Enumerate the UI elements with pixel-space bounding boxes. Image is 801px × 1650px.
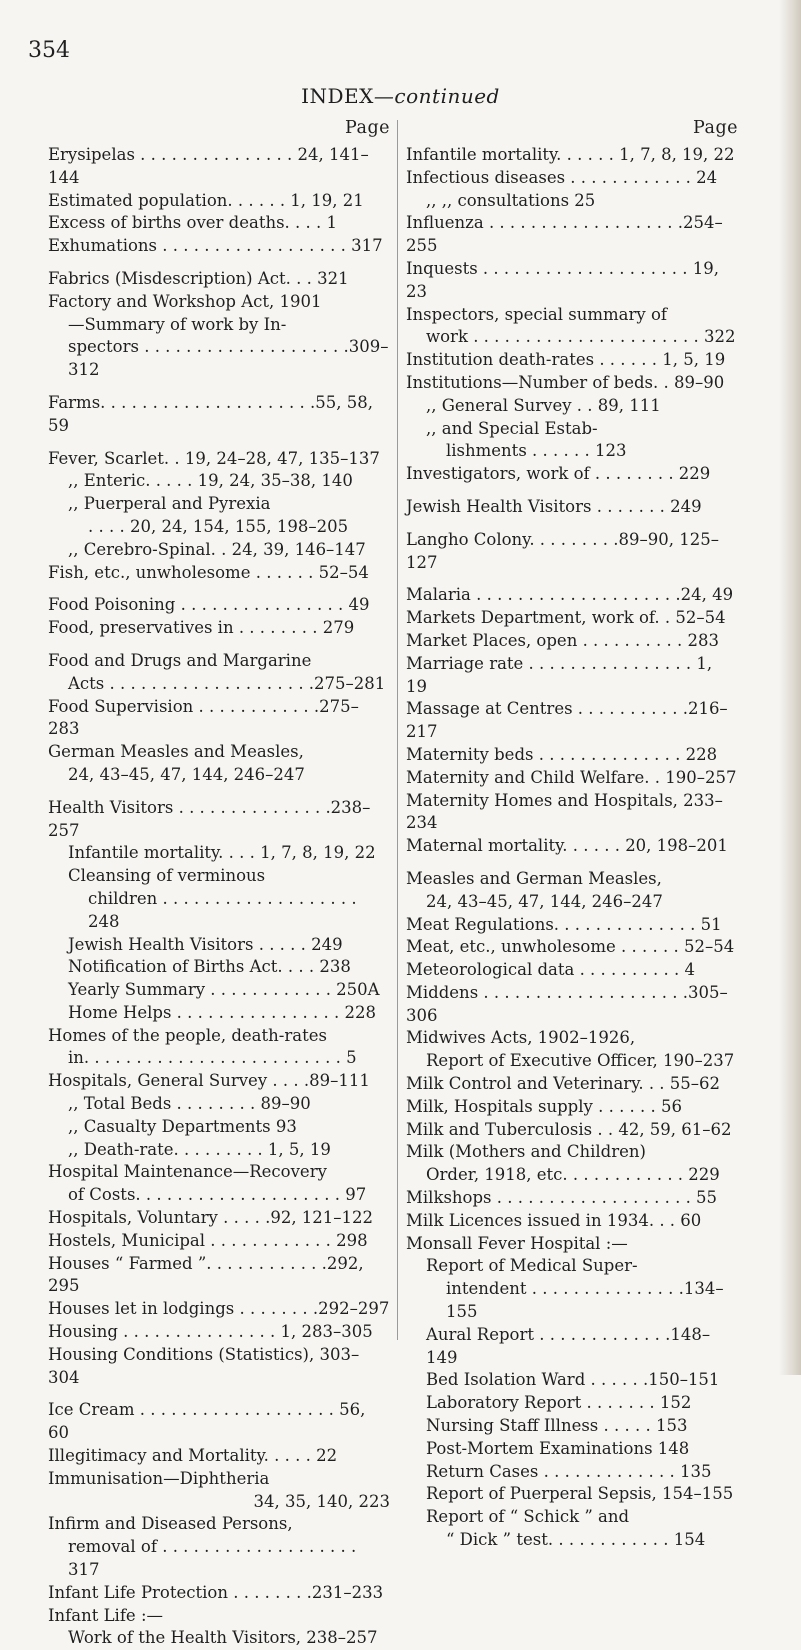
index-entry: Infirm and Diseased Persons, — [48, 1514, 293, 1534]
index-entries-right — [406, 144, 738, 1552]
page-edge-shadow — [779, 0, 801, 1375]
index-entry: removal of . . . . . . . . . . . . . . . . . . . 317 — [68, 1537, 357, 1580]
index-entry: Laboratory Report . . . . . . . 152 — [426, 1393, 692, 1413]
index-entry: Influenza . . . . . . . . . . . . . . . . . . .254–255 — [406, 213, 723, 256]
index-entry: Nursing Staff Illness . . . . . 153 — [426, 1416, 688, 1436]
index-entry: —Summary of work by In- — [68, 314, 287, 334]
index-entry: Milkshops . . . . . . . . . . . . . . . . . . . 55 — [406, 1188, 718, 1208]
index-entry: Meat, etc., unwholesome . . . . . . 52–54 — [406, 937, 735, 957]
index-entry: ,, General Survey . . 89, 111 — [426, 395, 661, 415]
index-entry: Factory and Workshop Act, 1901 — [48, 291, 322, 311]
index-entry: Order, 1918, etc. . . . . . . . . . . . 229 — [426, 1165, 720, 1185]
index-entry: Market Places, open . . . . . . . . . . 283 — [406, 630, 719, 650]
index-entry: Milk, Hospitals supply . . . . . . 56 — [406, 1096, 683, 1116]
index-entry: Bed Isolation Ward . . . . . .150–151 — [426, 1370, 720, 1390]
index-entry: Maternity Homes and Hospitals, 233–234 — [406, 790, 723, 833]
index-entry: German Measles and Measles, — [48, 742, 304, 762]
index-entry: ,, Enteric. . . . . 19, 24, 35–38, 140 — [68, 471, 353, 491]
index-column-left — [48, 118, 390, 1650]
index-entry: Estimated population. . . . . . 1, 19, 21 — [48, 190, 364, 210]
index-entry: 24, 43–45, 47, 144, 246–247 — [68, 764, 305, 784]
index-entry: ,, Total Beds . . . . . . . . 89–90 — [68, 1094, 311, 1114]
index-entry: Fabrics (Misdescription) Act. . . 321 — [48, 268, 349, 288]
index-entry: Exhumations . . . . . . . . . . . . . . . . . . 317 — [48, 236, 383, 256]
index-entry: Midwives Acts, 1902–1926, — [406, 1028, 636, 1048]
index-entry: Fish, etc., unwholesome . . . . . . 52–54 — [48, 562, 369, 582]
index-entry: Food and Drugs and Margarine — [48, 650, 312, 670]
index-entry: Infantile mortality. . . . 1, 7, 8, 19, 22 — [68, 843, 376, 863]
index-entry: Illegitimacy and Mortality. . . . . 22 — [48, 1446, 338, 1466]
index-entry: ,, Puerperal and Pyrexia — [68, 494, 271, 514]
index-entry: Hospitals, Voluntary . . . . .92, 121–122 — [48, 1208, 374, 1228]
index-entry: Marriage rate . . . . . . . . . . . . . . . . 1, 19 — [406, 653, 713, 696]
index-entry: work . . . . . . . . . . . . . . . . . . . . . . 322 — [426, 327, 736, 347]
index-entry: Meat Regulations. . . . . . . . . . . . . . 51 — [406, 914, 722, 934]
index-entry: 24, 43–45, 47, 144, 246–247 — [426, 891, 663, 911]
index-entry: Inspectors, special summary of — [406, 304, 667, 324]
index-entry: Measles and German Measles, — [406, 868, 662, 888]
index-entry: Report of “ Schick ” and — [426, 1507, 630, 1527]
index-entry: Monsall Fever Hospital :— — [406, 1233, 628, 1253]
index-entry: “ Dick ” test. . . . . . . . . . . . 154 — [446, 1530, 706, 1550]
index-entry: Immunisation—Diphtheria — [48, 1468, 270, 1488]
index-entry: Maternal mortality. . . . . . 20, 198–201 — [406, 836, 728, 856]
index-entry: intendent . . . . . . . . . . . . . . .134–155 — [446, 1279, 724, 1322]
index-entry: in. . . . . . . . . . . . . . . . . . . . . . . . . 5 — [68, 1048, 357, 1068]
index-entry: Farms. . . . . . . . . . . . . . . . . . . . .55, 58, 59 — [48, 392, 373, 435]
index-entry: Markets Department, work of. . 52–54 — [406, 608, 726, 628]
column-divider — [397, 120, 398, 1340]
index-column-right — [406, 118, 738, 1552]
page-number: 354 — [28, 38, 70, 63]
index-entry: Jewish Health Visitors . . . . . 249 — [68, 934, 343, 954]
index-entry: Hospitals, General Survey . . . .89–111 — [48, 1071, 370, 1091]
index-entry: Homes of the people, death-rates — [48, 1025, 327, 1045]
index-entry: ,, Cerebro-Spinal. . 24, 39, 146–147 — [68, 539, 366, 559]
index-entry: Work of the Health Visitors, 238–257 — [68, 1628, 378, 1648]
index-entry: Infectious diseases . . . . . . . . . . . . 24 — [406, 167, 718, 187]
index-entry: Middens . . . . . . . . . . . . . . . . . . . .305–306 — [406, 982, 728, 1025]
index-entry: . . . . 20, 24, 154, 155, 198–205 — [88, 516, 349, 536]
index-entry: ,, Death-rate. . . . . . . . . 1, 5, 19 — [68, 1139, 331, 1159]
index-entry: Malaria . . . . . . . . . . . . . . . . . . . .24, 49 — [406, 585, 734, 605]
index-entry: Food Poisoning . . . . . . . . . . . . . . . . 49 — [48, 595, 370, 615]
index-entry: Milk (Mothers and Children) — [406, 1142, 646, 1162]
index-entry: Houses “ Farmed ”. . . . . . . . . . . .292, 295 — [48, 1253, 364, 1296]
index-entry: Housing . . . . . . . . . . . . . . . 1, 283–305 — [48, 1322, 373, 1342]
index-entry: ,, and Special Estab- — [426, 418, 598, 438]
index-entry: Acts . . . . . . . . . . . . . . . . . . . .275–281 — [68, 673, 386, 693]
index-entry: Milk Licences issued in 1934. . . 60 — [406, 1210, 702, 1230]
index-entry: Infant Life :— — [48, 1605, 164, 1625]
index-entry: Notification of Births Act. . . . 238 — [68, 957, 351, 977]
index-entry: ,, ,, consultations 25 — [426, 190, 596, 210]
index-entry: ,, Casualty Departments 93 — [68, 1116, 297, 1136]
index-entry: of Costs. . . . . . . . . . . . . . . . . . . . 97 — [68, 1185, 367, 1205]
index-entry: Food Supervision . . . . . . . . . . . .275–283 — [48, 696, 359, 739]
index-entry: Hospital Maintenance—Recovery — [48, 1162, 327, 1182]
index-entries-left — [48, 144, 390, 1650]
title-continued: —continued — [373, 84, 500, 108]
index-entry: Houses let in lodgings . . . . . . . .292–297 — [48, 1299, 390, 1319]
index-entry: Health Visitors . . . . . . . . . . . . . . .238–257 — [48, 797, 371, 840]
index-entry: Investigators, work of . . . . . . . . 229 — [406, 464, 711, 484]
index-entry: Housing Conditions (Statistics), 303–304 — [48, 1344, 360, 1387]
index-entry: Langho Colony. . . . . . . . .89–90, 125–127 — [406, 529, 719, 572]
page-column-header: Page — [345, 118, 390, 138]
index-entry: Yearly Summary . . . . . . . . . . . . 250A — [68, 980, 380, 1000]
index-entry: Meteorological data . . . . . . . . . . 4 — [406, 960, 695, 980]
index-entry: Return Cases . . . . . . . . . . . . . 135 — [426, 1461, 712, 1481]
index-entry: Infantile mortality. . . . . . 1, 7, 8, 19, 22 — [406, 145, 735, 164]
index-entry: Report of Medical Super- — [426, 1256, 638, 1276]
index-entry: Aural Report . . . . . . . . . . . . .148–149 — [426, 1324, 711, 1367]
index-entry: Milk Control and Veterinary. . . 55–62 — [406, 1074, 721, 1094]
index-entry: Excess of births over deaths. . . . 1 — [48, 213, 338, 233]
index-entry: Massage at Centres . . . . . . . . . . .216–217 — [406, 699, 728, 742]
index-entry: Erysipelas . . . . . . . . . . . . . . . 24, 141–144 — [48, 145, 369, 187]
index-entry: Institutions—Number of beds. . 89–90 — [406, 372, 725, 392]
index-entry: Hostels, Municipal . . . . . . . . . . . . 298 — [48, 1230, 368, 1250]
index-entry: Maternity beds . . . . . . . . . . . . . . 228 — [406, 744, 718, 764]
index-entry: children . . . . . . . . . . . . . . . . . . . 248 — [88, 888, 357, 931]
page-title — [0, 84, 801, 108]
index-entry: Maternity and Child Welfare. . 190–257 — [406, 767, 737, 787]
index-entry: Infant Life Protection . . . . . . . .231–233 — [48, 1582, 384, 1602]
index-entry: Report of Executive Officer, 190–237 — [426, 1051, 735, 1071]
index-entry: Milk and Tuberculosis . . 42, 59, 61–62 — [406, 1119, 732, 1139]
index-entry: Home Helps . . . . . . . . . . . . . . . . 228 — [68, 1002, 377, 1022]
index-entry: Institution death-rates . . . . . . 1, 5, 19 — [406, 350, 726, 370]
index-entry: Cleansing of verminous — [68, 866, 266, 886]
index-entry: Fever, Scarlet. . 19, 24–28, 47, 135–137 — [48, 448, 380, 468]
index-entry: Inquests . . . . . . . . . . . . . . . . . . . . 19, 23 — [406, 258, 719, 301]
index-entry: Post-Mortem Examinations 148 — [426, 1438, 690, 1458]
index-entry: Ice Cream . . . . . . . . . . . . . . . . . . . 56, 60 — [48, 1400, 366, 1443]
title-main: INDEX — [301, 84, 374, 108]
index-entry: 34, 35, 140, 223 — [253, 1491, 390, 1511]
index-entry: Food, preservatives in . . . . . . . . 279 — [48, 618, 355, 638]
index-entry: lishments . . . . . . 123 — [446, 441, 627, 461]
index-entry: Report of Puerperal Sepsis, 154–155 — [426, 1484, 734, 1504]
index-entry: spectors . . . . . . . . . . . . . . . . . . . .309–312 — [68, 337, 389, 380]
page-column-header: Page — [693, 118, 738, 138]
index-entry: Jewish Health Visitors . . . . . . . 249 — [406, 496, 702, 516]
